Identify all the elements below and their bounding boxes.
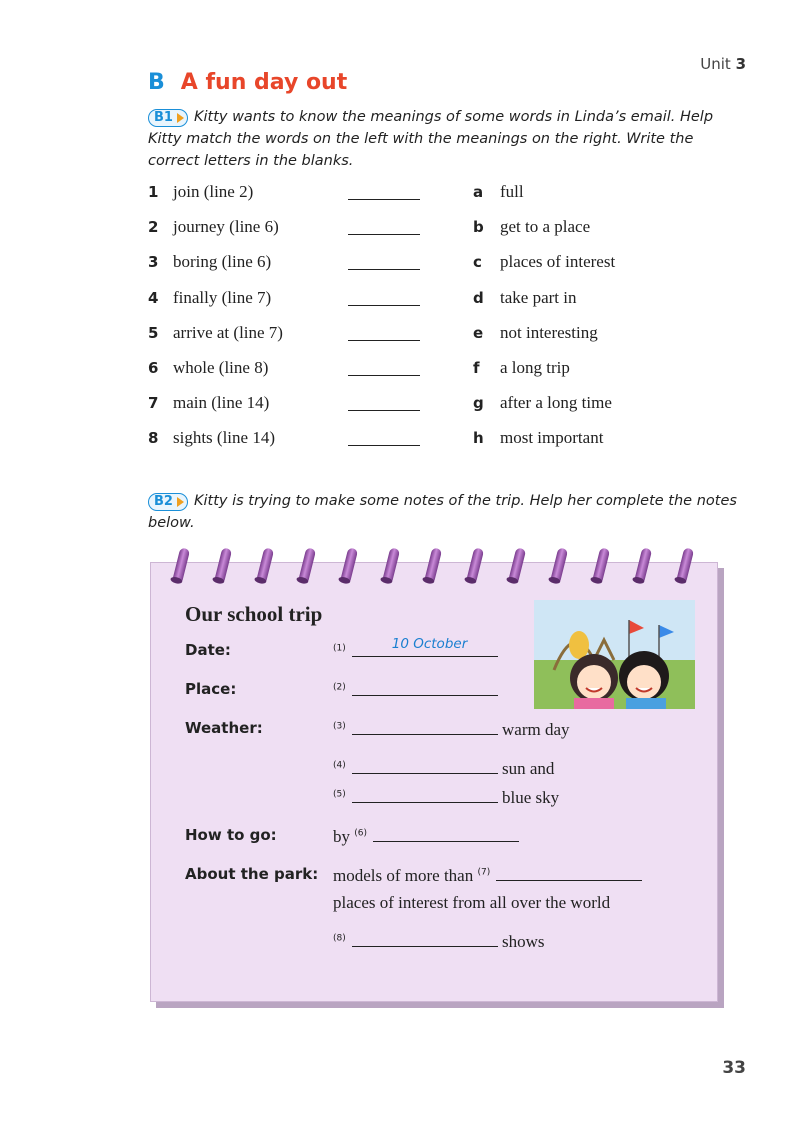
- item-word: finally (line 7): [173, 287, 272, 307]
- meaning-text: after a long time: [500, 393, 612, 413]
- b2-badge: B2: [148, 493, 188, 511]
- answer-blank[interactable]: [348, 340, 420, 341]
- children-illustration: [534, 600, 695, 709]
- item-word: boring (line 6): [173, 252, 272, 272]
- place-label: Place:: [185, 680, 237, 698]
- spiral-ring: [172, 547, 190, 584]
- weather-label: Weather:: [185, 719, 263, 737]
- meaning-text: places of interest: [500, 252, 616, 272]
- meaning-text: not interesting: [500, 322, 598, 342]
- item-number: 2: [148, 218, 159, 237]
- spiral-ring: [256, 547, 274, 584]
- meaning-text: a long trip: [500, 357, 570, 377]
- date-line: [333, 636, 498, 662]
- matching-row: [148, 356, 748, 391]
- date-answer: 10 October: [391, 636, 468, 652]
- about-park-line-2: places of interest from all over the world: [333, 893, 611, 912]
- spiral-ring: [298, 547, 316, 584]
- matching-row: [148, 286, 748, 321]
- section-heading: [148, 70, 347, 95]
- answer-blank[interactable]: [348, 269, 420, 270]
- spiral-ring: [466, 547, 484, 584]
- place-line: [333, 679, 498, 701]
- spiral-ring: [508, 547, 526, 584]
- meaning-letter: f: [473, 358, 480, 377]
- item-number: 3: [148, 253, 159, 272]
- spiral-ring: [340, 547, 358, 584]
- weather-line-5: [333, 786, 559, 808]
- spiral-ring: [634, 547, 652, 584]
- answer-blank[interactable]: [348, 234, 420, 235]
- notebook-rings: [150, 548, 716, 588]
- item-word: journey (line 6): [173, 217, 279, 237]
- item-word: arrive at (line 7): [173, 322, 283, 342]
- spiral-ring: [592, 547, 610, 584]
- item-number: 4: [148, 288, 159, 307]
- item-word: join (line 2): [173, 182, 254, 201]
- weather-text-3: warm day: [502, 720, 570, 739]
- notes-title: Our school trip: [185, 602, 323, 626]
- weather-blank-4[interactable]: [352, 757, 498, 774]
- meaning-letter: c: [473, 253, 482, 272]
- spiral-ring: [550, 547, 568, 584]
- matching-row: [148, 426, 748, 461]
- b1-instruction: Kitty wants to know the meanings of some words in Linda’s email. Help Kitty match the words on the left with the meanings on the right. Write the correct letters in the blanks.: [148, 109, 714, 169]
- about-park-blank[interactable]: [496, 864, 642, 881]
- how-to-go-blank[interactable]: [373, 825, 519, 842]
- answer-blank[interactable]: [348, 410, 420, 411]
- matching-row: [148, 250, 748, 285]
- about-park-line: [333, 864, 642, 886]
- matching-row: [148, 391, 748, 426]
- b1-instruction-block: [148, 106, 748, 172]
- about-park-prefix: models of more than: [333, 866, 474, 885]
- about-park-label: About the park:: [185, 865, 319, 883]
- meaning-text: most important: [500, 428, 604, 448]
- blank-number-1: (1): [333, 643, 346, 654]
- b1-badge: B1: [148, 109, 188, 127]
- shows-blank[interactable]: [352, 930, 498, 947]
- blank-number-5: (5): [333, 789, 346, 800]
- matching-exercise: [148, 180, 748, 462]
- blank-number-8: (8): [333, 933, 346, 944]
- blank-number-2: (2): [333, 682, 346, 693]
- item-number: 6: [148, 358, 159, 377]
- shows-line: [333, 930, 545, 952]
- unit-indicator: [700, 55, 746, 73]
- meaning-text: get to a place: [500, 217, 591, 237]
- meaning-letter: a: [473, 183, 484, 201]
- answer-blank[interactable]: [348, 305, 420, 306]
- unit-label: Unit: [700, 55, 731, 73]
- how-to-go-prefix: by: [333, 827, 350, 846]
- shows-text: shows: [502, 932, 545, 951]
- answer-blank[interactable]: [348, 445, 420, 446]
- date-blank[interactable]: [352, 636, 498, 657]
- item-word: sights (line 14): [173, 428, 275, 448]
- how-to-go-line: [333, 825, 519, 847]
- blank-number-3: (3): [333, 721, 346, 732]
- page-number: 33: [722, 1058, 746, 1078]
- item-number: 1: [148, 183, 159, 201]
- unit-number: 3: [735, 55, 746, 73]
- meaning-letter: d: [473, 288, 484, 307]
- item-number: 8: [148, 429, 159, 448]
- item-number: 5: [148, 323, 159, 342]
- spiral-ring: [424, 547, 442, 584]
- meaning-letter: g: [473, 394, 484, 413]
- item-number: 7: [148, 394, 159, 413]
- place-blank[interactable]: [352, 679, 498, 696]
- spiral-ring: [214, 547, 232, 584]
- answer-blank[interactable]: [348, 375, 420, 376]
- weather-text-5: blue sky: [502, 788, 560, 807]
- meaning-letter: b: [473, 218, 484, 237]
- weather-line-4: [333, 757, 554, 779]
- item-word: main (line 14): [173, 393, 270, 413]
- spiral-ring: [676, 547, 694, 584]
- weather-blank-5[interactable]: [352, 786, 498, 803]
- how-to-go-label: How to go:: [185, 826, 277, 844]
- date-label: Date:: [185, 641, 231, 659]
- matching-row: [148, 180, 748, 215]
- spiral-ring: [382, 547, 400, 584]
- meaning-text: full: [500, 182, 524, 201]
- matching-row: [148, 321, 748, 356]
- meaning-letter: e: [473, 323, 484, 342]
- blank-number-4: (4): [333, 760, 346, 771]
- weather-line-3: [333, 718, 570, 740]
- matching-row: [148, 215, 748, 250]
- blank-number-6: (6): [354, 828, 367, 839]
- b2-instruction: Kitty is trying to make some notes of the trip. Help her complete the notes below.: [148, 493, 737, 531]
- b2-instruction-block: [148, 490, 748, 534]
- meaning-letter: h: [473, 429, 484, 448]
- section-letter: B: [148, 70, 165, 95]
- section-title: A fun day out: [180, 70, 348, 95]
- item-word: whole (line 8): [173, 357, 269, 377]
- meaning-text: take part in: [500, 287, 577, 307]
- blank-number-7: (7): [477, 867, 491, 878]
- weather-text-4: sun and: [502, 759, 555, 778]
- answer-blank[interactable]: [348, 199, 420, 200]
- weather-blank-3[interactable]: [352, 718, 498, 735]
